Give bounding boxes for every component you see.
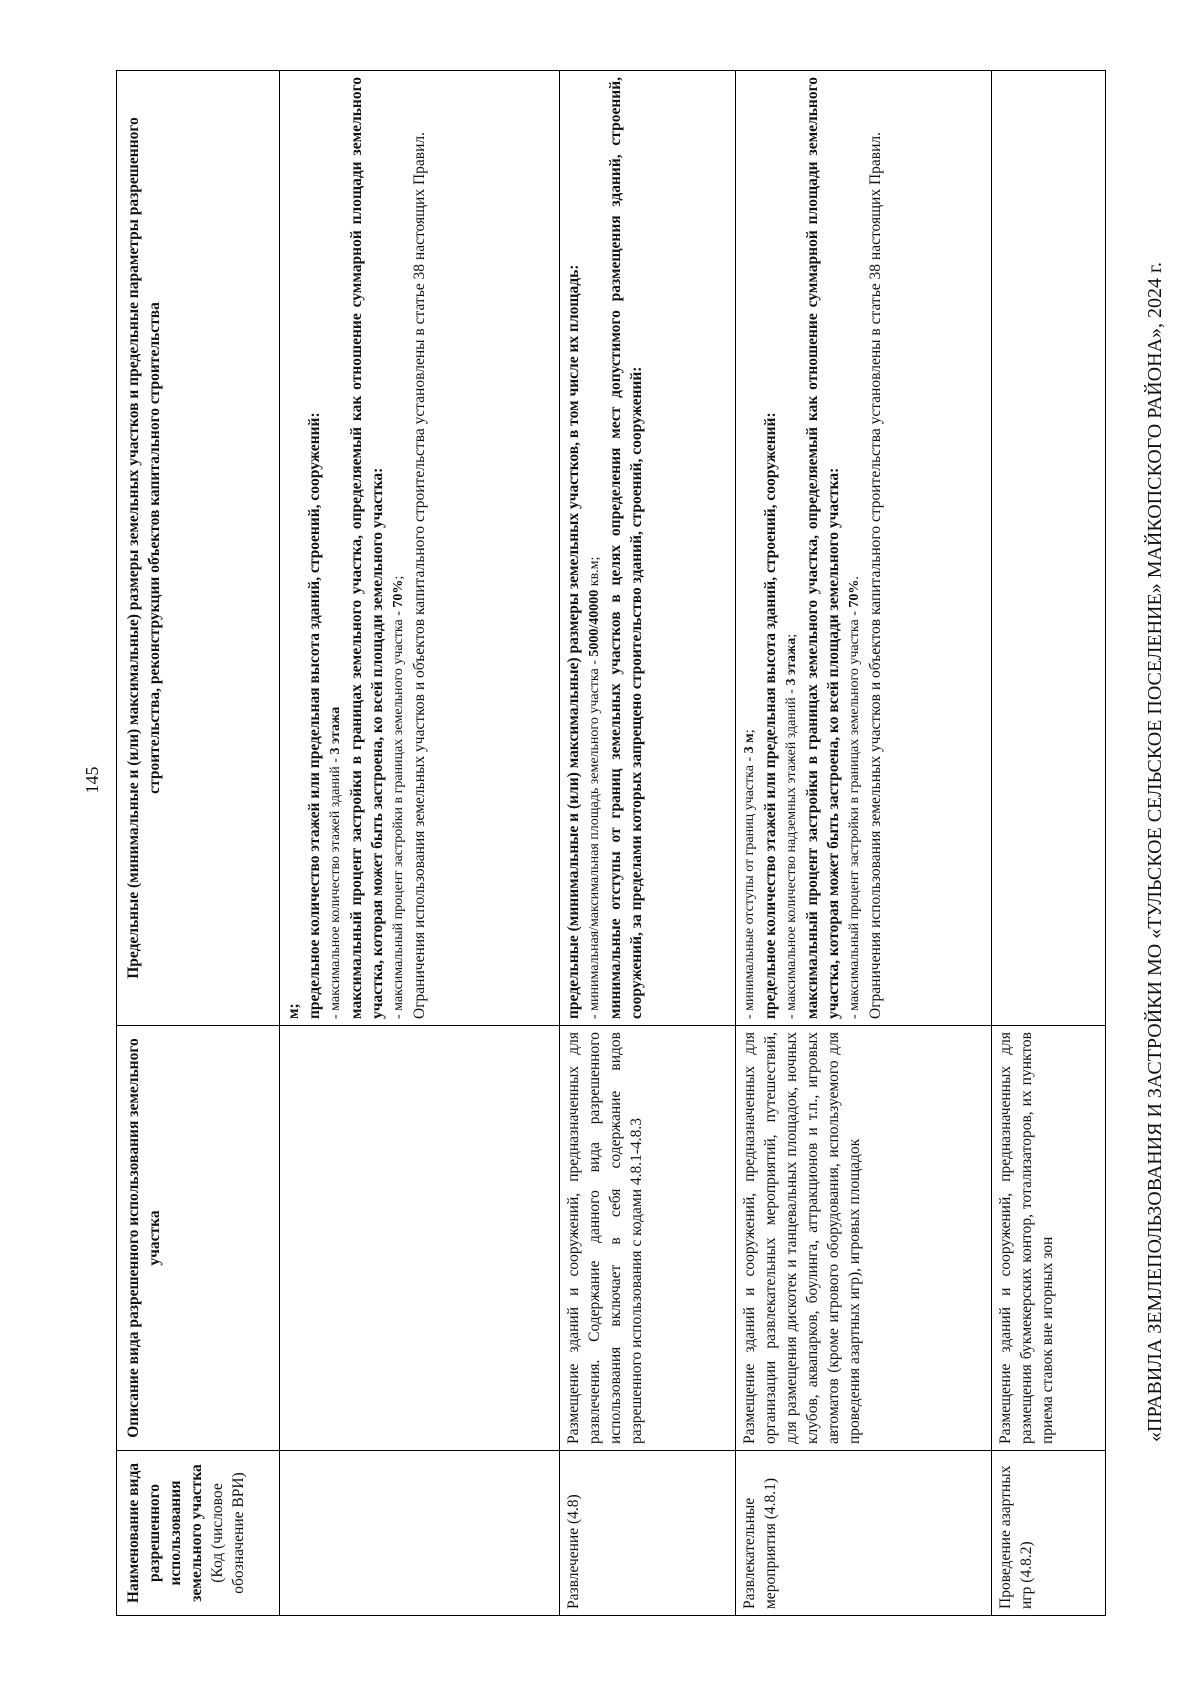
param-item-value: 70% <box>847 579 863 608</box>
cell-use-name: Развлечение (4.8) <box>560 1451 736 1616</box>
cell-use-description: Размещение зданий и сооружений, предназначенных для организации развлекательных мероприятий, путешествий, для размещения дискотек и танцевальных площадок, ночных клубов, аквапарков, боулинга, аттракционов и т.п., игровых автоматов (кроме игрового оборудования, используемого для проведения азартных игр), игровых площадок <box>736 1026 992 1451</box>
page-number: 145 <box>82 766 102 794</box>
param-item-value: 70% <box>391 579 406 608</box>
param-heading: предельные (минимальные и (или) максимальные) размеры земельных участков, в том числе их площадь: <box>565 264 583 1019</box>
cell-use-name: Проведение азартных игр (4.8.2) <box>991 1451 1105 1616</box>
param-item-value: 3 этажа <box>784 637 800 686</box>
cell-use-description: Размещение зданий и сооружений, предназначенных для развлечения. Содержание данного вида разрешенного использования включает в себя содержание видов разрешенного использования с кодами 4.8.1-4.8.3 <box>560 1026 736 1451</box>
param-item-text: - минимальные отступы от границ участка - <box>742 753 758 1019</box>
header-use-code: (Код (числовое обозначение ВРИ) <box>209 1472 247 1594</box>
table-row <box>560 71 736 1616</box>
cell-parameters <box>560 71 736 1026</box>
param-item-value: 3 м <box>742 733 758 754</box>
cell-parameters <box>280 71 560 1026</box>
param-item <box>739 77 760 1019</box>
param-item <box>325 77 346 1019</box>
param-item-text: - максимальный процент застройки в границах земельного участка - <box>847 607 863 1019</box>
header-use-description: Описание вида разрешенного использования земельного участка <box>117 1026 280 1451</box>
param-item-suffix: ; <box>784 633 800 638</box>
param-item-suffix: кв.м; <box>587 556 603 590</box>
header-use-name <box>117 1451 280 1616</box>
param-heading: предельное количество этажей или предельная высота зданий, строений, сооружений: <box>762 412 780 1019</box>
param-heading: предельное количество этажей или предельная высота зданий, строений, сооружений: <box>306 412 323 1019</box>
param-item <box>781 77 802 1019</box>
param-item-text: - максимальный процент застройки в границах земельного участка - <box>391 607 406 1019</box>
param-heading: минимальные отступы от границ земельных участков в целях определения мест допустимого размещения зданий, строений, сооружений, за пределами которых запрещено строительство зданий, строений, сооружений: <box>607 77 646 1019</box>
cell-parameters <box>991 71 1105 1026</box>
param-item-suffix: ; <box>742 729 758 734</box>
param-item-text: - максимальное количество этажей зданий - <box>328 754 343 1019</box>
table-row <box>736 71 992 1616</box>
cell-parameters <box>736 71 992 1026</box>
cell-use-description <box>280 1026 560 1451</box>
header-parameters: Предельные (минимальные и (или) максимальные) размеры земельных участков и предельные параметры разрешенного строительства, реконструкции объектов капитального строительства <box>117 71 280 1026</box>
param-heading: максимальный процент застройки в границах земельного участка, определяемый как отношение суммарной площади земельного участка, которая может быть застроена, ко всей площади земельного участка: <box>348 77 386 1019</box>
param-item-suffix: . <box>847 576 863 580</box>
param-item <box>844 77 865 1019</box>
table-header-row <box>117 71 280 1616</box>
param-item <box>584 77 605 1019</box>
param-item-text: - максимальное количество надземных этажей зданий - <box>784 685 800 1019</box>
table-row <box>280 71 560 1616</box>
cell-use-name: Развлекательные мероприятия (4.8.1) <box>736 1451 992 1616</box>
document-footer: «ПРАВИЛА ЗЕМЛЕПОЛЬЗОВАНИЯ И ЗАСТРОЙКИ МО «ТУЛЬСКОЕ СЕЛЬСКОЕ ПОСЕЛЕНИЕ» МАЙКОПСКОГО РАЙОНА», 2024 г. <box>1144 262 1166 1442</box>
param-note: Ограничения использования земельных участков и объектов капитального строительства установлены в статье 38 настоящих Правил. <box>867 131 885 1019</box>
param-note: Ограничения использования земельных участков и объектов капитального строительства установлены в статье 38 настоящих Правил. <box>411 131 428 1019</box>
param-item-value: 5000/40000 <box>587 589 603 657</box>
table-row <box>991 71 1105 1616</box>
cell-use-description: Размещение зданий и сооружений, предназначенных для размещения букмекерских контор, тотализаторов, их пунктов приема ставок вне игорных зон <box>991 1026 1105 1451</box>
regulations-table-wrapper <box>116 71 1106 1616</box>
param-item-text: - минимальная/максимальная площадь земельного участка - <box>587 656 603 1019</box>
regulations-table <box>116 70 1106 1616</box>
param-text: м; <box>285 1003 302 1019</box>
cell-use-name <box>280 1451 560 1616</box>
param-item-value: 3 этажа <box>328 706 343 755</box>
param-item <box>388 77 409 1019</box>
param-heading: максимальный процент застройки в границах земельного участка, определяемый как отношение суммарной площади земельного участка, которая может быть застроена, ко всей площади земельного участка: <box>804 77 843 1019</box>
header-use-name-bold: Наименование вида разрешенного использования земельного участка <box>125 1462 205 1604</box>
param-item-suffix: ; <box>391 575 406 580</box>
